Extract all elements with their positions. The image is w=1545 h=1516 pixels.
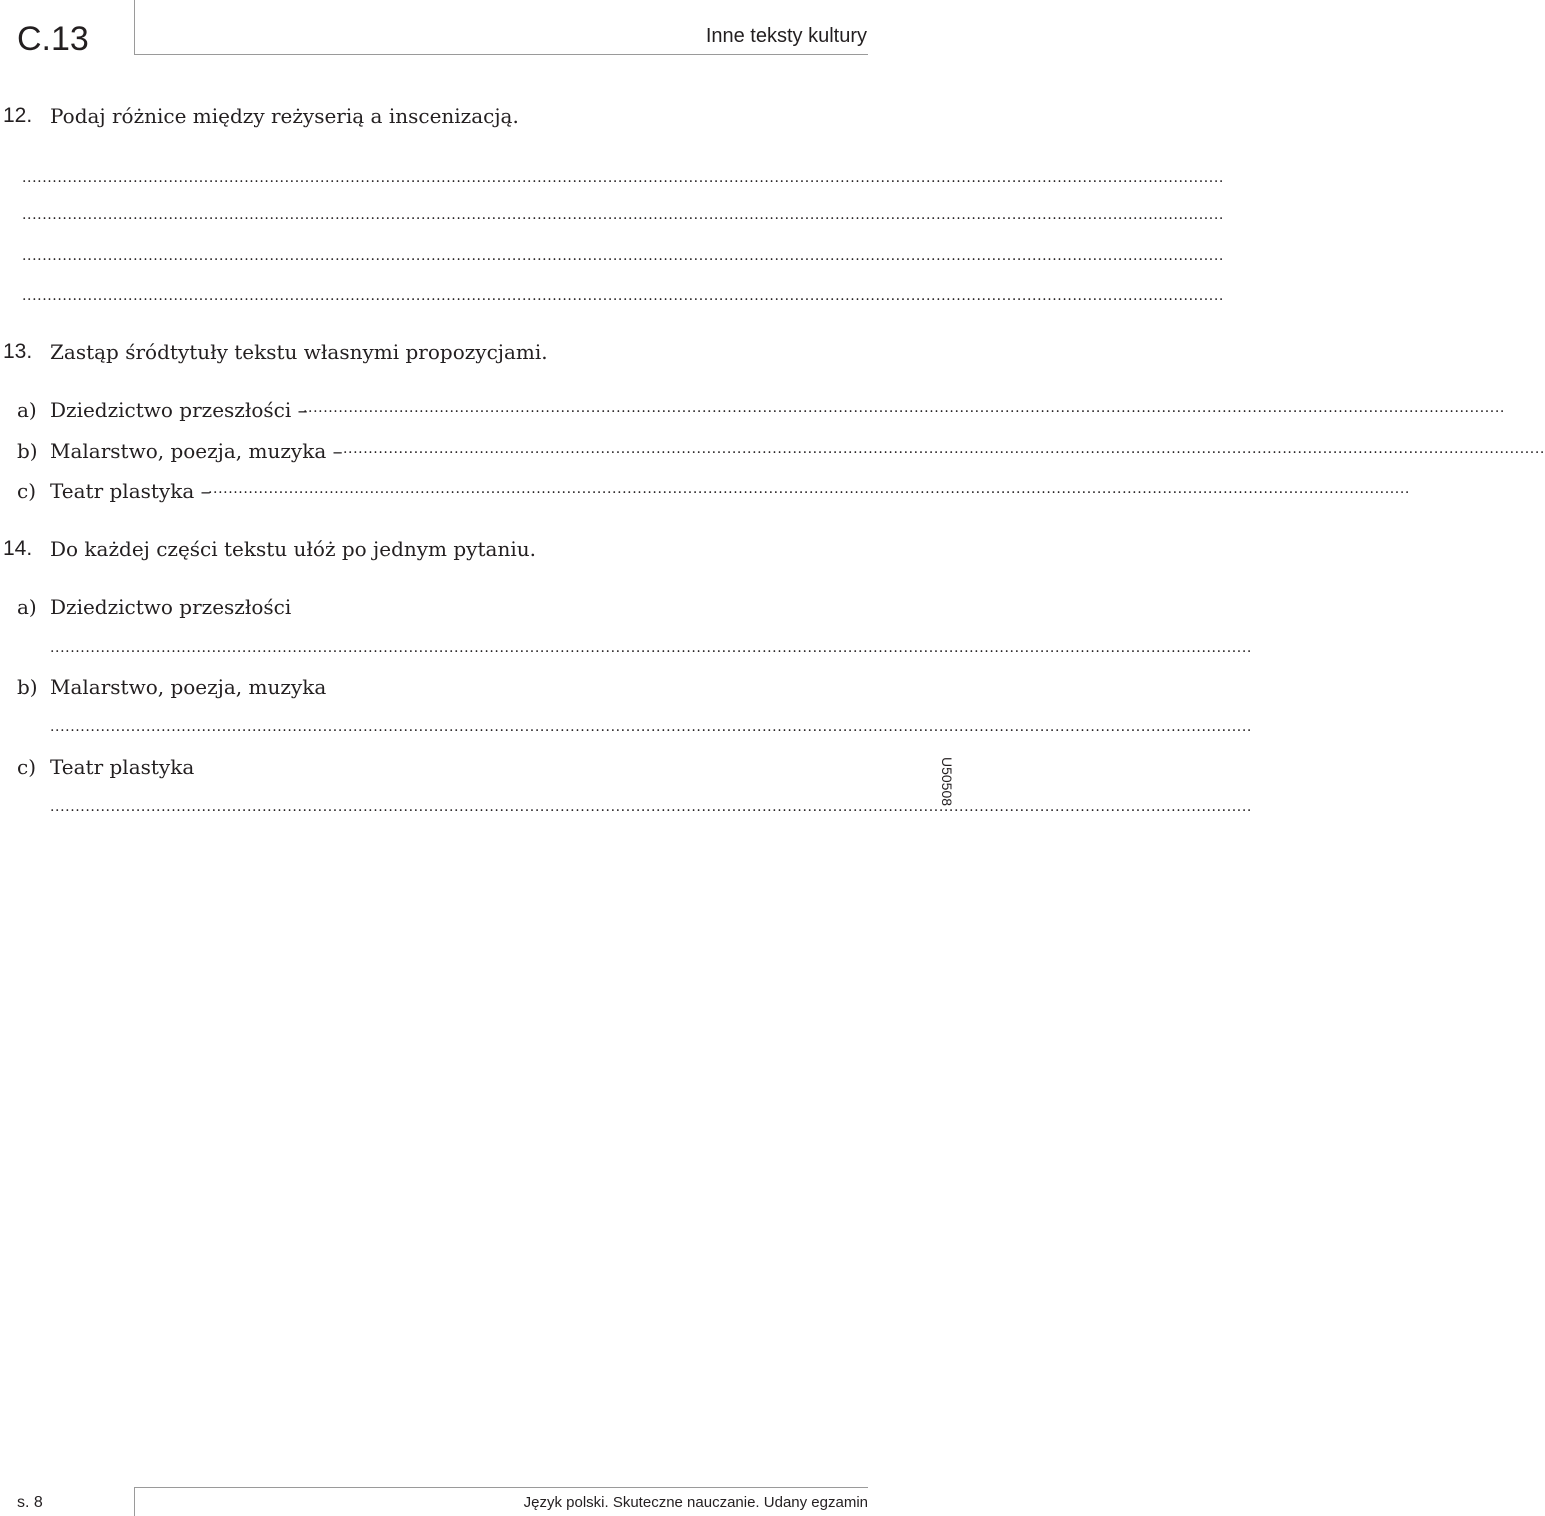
- answer-line[interactable]: ..............................................................................................................................................................................................................................................: [22, 288, 1224, 304]
- item-letter: b): [17, 439, 38, 463]
- answer-line[interactable]: ..............................................................................................................................................................................................................................................: [22, 248, 1224, 264]
- item-label: Malarstwo, poezja, muzyka: [50, 675, 327, 699]
- question-text: Zastąp śródtytuły tekstu własnymi propozycjami.: [50, 340, 548, 364]
- side-code: U50508: [939, 757, 955, 807]
- question-number: 14.: [3, 537, 33, 560]
- answer-line[interactable]: ..............................................................................................................................................................................................................................................: [50, 799, 1252, 815]
- item-letter: c): [17, 479, 37, 503]
- question-number: 13.: [3, 340, 33, 363]
- answer-line[interactable]: ..............................................................................................................................................................................................................................................: [50, 719, 1252, 735]
- page-number: s. 8: [17, 1494, 43, 1511]
- answer-line[interactable]: ..............................................................................................................................................................................................................................................: [22, 207, 1224, 223]
- item-label: Malarstwo, poezja, muzyka –: [50, 439, 343, 463]
- header-divider-vertical: [134, 0, 135, 55]
- item-letter: b): [17, 675, 38, 699]
- footer-divider-vertical: [134, 1487, 135, 1516]
- item-label: Teatr plastyka –: [50, 479, 211, 503]
- item-label: Teatr plastyka: [50, 755, 195, 779]
- answer-line[interactable]: ..............................................................................................................................................................................................................................................: [22, 170, 1224, 186]
- answer-line[interactable]: ..............................................................................................................................................................................................................................................: [343, 441, 1545, 457]
- question-number: 12.: [3, 104, 33, 127]
- footer-divider-horizontal: [134, 1487, 868, 1488]
- header-divider-horizontal: [134, 54, 868, 55]
- item-label: Dziedzictwo przeszłości: [50, 595, 292, 619]
- exam-code: C.13: [17, 20, 89, 58]
- item-letter: a): [17, 398, 37, 422]
- answer-line[interactable]: ..............................................................................................................................................................................................................................................: [50, 640, 1252, 656]
- answer-line[interactable]: ..............................................................................................................................................................................................................................................: [303, 400, 1505, 416]
- question-text: Do każdej części tekstu ułóż po jednym pytaniu.: [50, 537, 536, 561]
- section-title: Inne teksty kultury: [705, 25, 867, 47]
- item-letter: c): [17, 755, 37, 779]
- item-letter: a): [17, 595, 37, 619]
- item-label: Dziedzictwo przeszłości –: [50, 398, 308, 422]
- book-title: Język polski. Skuteczne nauczanie. Udany egzamin: [523, 1494, 868, 1511]
- question-text: Podaj różnice między reżyserią a inscenizacją.: [50, 104, 519, 128]
- answer-line[interactable]: ..............................................................................................................................................................................................................................................: [208, 481, 1410, 497]
